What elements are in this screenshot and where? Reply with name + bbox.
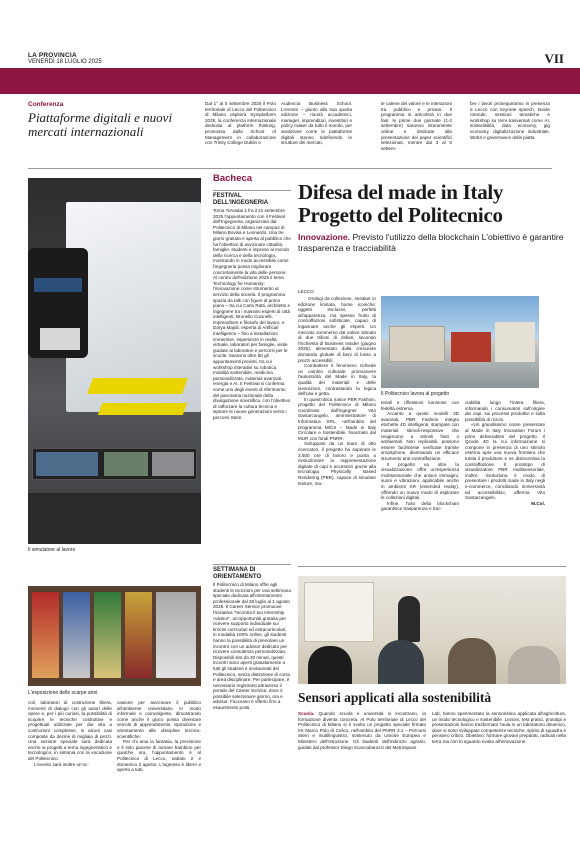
classroom-photo: [298, 576, 566, 684]
simulator-photo: [28, 178, 201, 544]
festival-heading: FESTIVAL DELL'INGEGNERIA: [213, 193, 269, 206]
bottom-divider: [298, 566, 566, 567]
main-col-1-p1: Orologi da collezione, sneaker in edizione limitata, borse iconiche: oggetti esclusivi, perfetti all'apparenza, ma spesso frutto di contraffazioni sofisticate, capaci di ingannare anche gli esperti. Un mercato sommerso dal valore stimato di due trilioni di dollari, secondo l'inchiesta di Business Insider (giugno 2025), alimentato dalla crescente domanda globale di beni di lusso a prezzi accessibili.: [298, 296, 376, 363]
conference-col-1: Dal 1° al 5 settembre 2025 il Polo territoriale di Lecco del Politecnico di Milano ospiterà Symplatform 2025, la conferenza internazionale dedicata al platform thinking, promossa dalla School of Management in collaborazione con Trinity College Dublin e: [205, 101, 276, 146]
bottom-article-col-2: Lab, hanno sperimentato la sensoristica applicata all'agricoltura, un modo tecnologico e sostenibile. Lezioni, test pratici, prototipi e presentazioni hanno trasformato l'aula in un laboratorio dinamico, dove si sono sviluppate competenze tecniche, spirito di squadra e pensiero critico. Obiettivo: formare giovani preparati, radicati nella terra ma con lo sguardo rivolto all'innovazione.: [432, 711, 566, 744]
conference-col-2: Audencia Business School. L'evento – giunto alla sua quarta edizione – riunirà accademici, manager, imprenditori, investitori e policy maker da tutto il mondo, per analizzare come le piattaforme digitali stanno ridefinendo le strutture dei mercati,: [281, 101, 352, 146]
dateline: LECCO: [298, 289, 314, 294]
main-kicker: Innovazione.: [298, 232, 351, 242]
conference-label: Conferenza: [28, 101, 64, 108]
main-col-1-p2: Combattere il fenomeno richiede un cambio culturale: promuovere l'autenticità del Made in Italy, la qualità dei materiali e delle lavorazioni, contrastando la logica dell'usa e getta.: [298, 363, 376, 397]
bottom-article-col-1: [298, 711, 426, 831]
main-article-col-3: [465, 400, 545, 554]
bacheca-title: Bacheca: [213, 173, 253, 184]
main-col-3-p2: «Un grandissimo onore presentare al Made in Italy Innovation Forum i primi deliverables del progetto. Il Qcode 4D la cui informazione si compone in presenza di uno stimolo esterno apre una nuova frontiera che tutela il produttore e ne disincentiva la contraffazione. Il prototipo di visualizzatore PBR multisensoriale, inoltre, rivoluziona il modo di presentare i prodotti made in Italy negli e-commerce, conciliando immersività ed accessibilità», afferma Vito Santarcangelo.: [465, 422, 545, 501]
main-col-2-p2: Accanto a questi modelli 3D avanzati, PBR Fashion integra etichette 4D intelligenti, stampate con materiali stimoli-responsive che reagiscono a stimoli fisici o ambientali. Non replicabili, possono essere facilmente verificate tramite smartphone, diventando un efficace strumento anti-contraffazione.: [381, 411, 459, 461]
main-article-col-1: [298, 296, 376, 554]
conference-col-4: bre i lavori proseguiranno in presenza a Lecco con keynote speech, tavole rotonde, sessioni tematiche e workshop su temi trasversali come AI, sostenibilità, data economy, gig economy, digitalizzazione industriale, Web3 e governance delle piatta: [470, 101, 550, 140]
main-col-3-p1: ciabilità lungo l'intera filiera, informando i consumatori sull'origine dei capi, sui processi produttivi e sulla possibilità di riciclo.: [465, 400, 545, 422]
main-col-1-p4: Sviluppato da un team di otto ricercatori, il progetto ha superato le 3.500 ore di lavoro e punta a rivoluzionare la rappresentazione digitale di capi e accessori grazie alla tecnologia Physically Based Rendering (PBR), capace di simulare texture, ma-: [298, 441, 376, 486]
conference-title: Piattaforme digitali e nuovi mercati internazionali: [28, 110, 173, 139]
article-signature: M.Col.: [531, 500, 545, 506]
left-article-col-1: [28, 700, 112, 835]
bacheca-festival: [213, 193, 291, 554]
issue-date: VENERDÌ 18 LUGLIO 2025: [28, 59, 102, 65]
main-col-1-p3: In quest'ottica nasce PBR Fashion, progetto del Politecnico di Milano coordinato dall'ingegner Vito Santarcangelo, amministratore di Informatica SRL, nell'ambito del programma MICS – Made in Italy Circolare e Sostenibile, finanziato dal MUR con fondi PNRR.: [298, 396, 376, 441]
newspaper-brand: LA PROVINCIA: [28, 52, 77, 59]
caption-politecnico: Il Politecnico lavora al progetto: [381, 391, 450, 397]
bacheca-orientation: [213, 567, 291, 839]
left-article-col-2-text: casione per avvicinare il pubblico all'ambiente universitario in modo informale e coinvolgente, dimostrando come anche il gioco possa diventare veicolo di apprendimento, ispirazione e orientamento alle discipline tecnico-scientifiche.: [117, 700, 201, 739]
header-band: [0, 68, 580, 94]
conference-col-3: le catene del valore e le interazioni tra pubblico e privato. Il programma si articolerà in due fasi: le prime due giornate (1-2 settembre) saranno interamente online e dedicate alla presentazione dei paper scientifici selezionati, mentre dal 3 al 5 settem-: [381, 101, 452, 151]
main-subtitle-text: Previsto l'utilizzo della blockchain L'obiettivo è garantire trasparenza e tracciabilità: [298, 232, 564, 253]
festival-text: Torna Torvadai 1 fra il 21 settembre 2025 l'appuntamento con il Festival dell'Ingegneria, organizzato dal Politecnico di Milano nei campus di Milano Bovisa e Leonardo. Una tre giorni gratuita e aperta al pubblico che ha l'obiettivo di avvicinare cittadini, famiglie, studenti e imprese al mondo della ricerca e della tecnologia, mostrando in modo accessibile come l'ingegneria possa migliorare concretamente la vita delle persone. Al centro dell'edizione 2025 il tema Technology for Humanity: l'innovazione come strumento al servizio della società. Il programma spazia da talk con figure di primo piano – tra cui Carlo Ratti, architetto e ingegnere tra i massimi esperti di città intelligenti, Brunello Cucinelli, imprenditore e filosofo del lavoro, e Darya Majidi, esperta di Artificial Intelligence – fino a installazioni immersive, esperienze in realtà virtuale, laboratori per famiglie, visite guidate ai laboratori e percorsi per le scuole. Saranno oltre 50 gli appuntamenti previsti, tra cui workshop interattivi su robotica, mobilità sostenibile, medicina personalizzata, materiali avanzati, energia e AI. Il Festival si conferma come uno degli eventi di riferimento del panorama nazionale della divulgazione scientifica, con l'obiettivo di rafforzare la cultura tecnica e ispirare le nuove generazioni verso i percorsi Stem.: [213, 208, 291, 420]
bottom-kicker: Scuola.: [298, 711, 315, 716]
main-subtitle: [298, 232, 568, 253]
bottom-col-1-text: Quando scuola e università si incontrano, la formazione diventa concreta. Al Polo territoriale di Lecco del Politecnico di Milano si è svolto un progetto speciale firmato IIS Marco Polo di Colico, nell'ambito del PNRR 3.1 – Percorsi Stem e multilinguistici, sostenuto da Unione Europea e Ministero dell'Istruzione. Gli studenti dell'indirizzo agrario, guidati dal professor Diego Scaccabarozzi del Metrospace: [298, 711, 426, 750]
exhibition-photo: [28, 586, 201, 686]
left-article-col-1-text: coli, laboratori di costruzione libera, momenti di dialogo con gli autori delle opere e, per i più curiosi, la possibilità di scoprire le tecniche costruttive e progettuali utilizzate per dar vita a costruzioni complesse, in alcuni casi composte da decine di migliaia di pezzi. Una sezione speciale sarà dedicata anche ai progetti a tema ingegneristico e tecnologico, in sintonia con la vocazione del Politecnico.: [28, 700, 112, 761]
caption-exhibition: L'esposizione delle scarpe anni: [28, 690, 98, 696]
left-article-col-1-cont: L'evento sarà inoltre un'oc-: [34, 761, 89, 767]
bacheca-divider: [213, 190, 291, 191]
main-headline: Difesa del made in Italy Progetto del Politecnico: [298, 180, 504, 227]
main-col-2-p4: Infine, l'uso della blockchain garantisce trasparenza e trac-: [381, 500, 459, 512]
page-number: VII: [544, 51, 564, 66]
main-col-2-p3: Il progetto va oltre la visualizzazione: offre un'esperienza multisensoriale che unisce immagini, suoni e vibrazioni, applicabile anche in ambienti XR (extended reality), offrendo un nuovo modo di esplorare le collezioni digitali.: [381, 461, 459, 501]
main-article-col-2: [381, 400, 459, 554]
orientation-text: Il Politecnico di Milano offre agli studenti le iscrizioni per una settimana speciale dedicata all'orientamento professionale dal 28 luglio al 1 agosto 2025. Il Career Service promuove l'iniziativa "Incontra il tuo Internship Advisor", un'opportunità gratuita per ricevere supporto individuale sui tirocini curriculari ed extracurriculari, in modalità 100% online, gli studenti hanno la possibilità di prenotare un incontro con un advisor dedicato per ricevere consulenza personalizzata. Disponibili slot da 30 minuti, questi incontri sono aperti gratuitamente a tutti gli studenti e neolaureati del Politecnico, senza distinzione di corso e area disciplinare. Per partecipare, è necessario registrarsi attraverso il portale del Career Service, dove è possibile selezionare giorno, ora e advisor. Faccesso è offerto fino a esaurimento posti.: [213, 582, 291, 711]
left-article-col-2-cont: Per chi ama la fantasia, la precisione e il solo piacere di tornare bambino per qualche ora, l'appuntamento è al Politecnico di Lecco, sabato 2 e domenica 3 agosto. L'ingresso è libero e aperto a tutti.: [117, 739, 201, 773]
bacheca-divider-2: [213, 564, 291, 565]
bottom-headline: Sensori applicati alla sostenibilità: [298, 690, 492, 705]
section-divider: [28, 168, 552, 169]
left-article-col-2: [117, 700, 201, 835]
politecnico-photo: [381, 296, 539, 388]
caption-simulator: Il simulatore al lavoro: [28, 547, 76, 553]
orientation-heading: SETTIMANA DI ORIENTAMENTO: [213, 567, 262, 580]
masthead: [28, 52, 102, 66]
main-col-2-p1: teriali e riflessioni luminose con fedeltà estrema.: [381, 400, 459, 411]
